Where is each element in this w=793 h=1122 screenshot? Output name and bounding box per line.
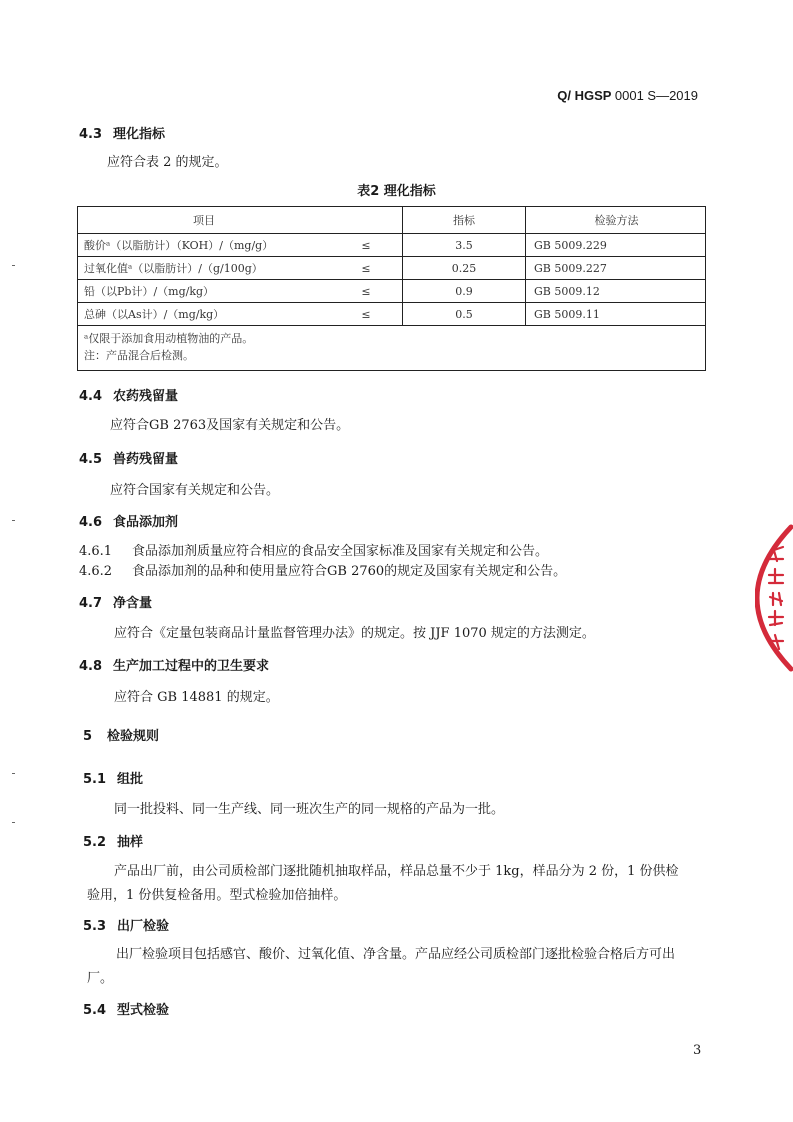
section-5-1-heading	[83, 768, 143, 787]
row-method: GB 5009.12	[526, 280, 706, 303]
physicochemical-table	[77, 206, 706, 371]
section-number: 4.3	[79, 127, 103, 142]
section-title: 农药残留量	[113, 389, 179, 404]
section-4-5-heading	[79, 448, 178, 467]
section-5-3-heading	[83, 915, 169, 934]
section-5-3-text-line2: 厂。	[87, 971, 114, 986]
doc-prefix: Q/ HGSP	[557, 88, 612, 103]
row-value: 3.5	[403, 234, 526, 257]
section-number: 5.2	[83, 835, 107, 850]
row-op: ≤	[330, 280, 403, 303]
section-title: 食品添加剂	[113, 515, 179, 530]
section-number: 5.3	[83, 919, 107, 934]
section-4-4-heading	[79, 385, 178, 404]
row-item: 酸价ᵃ（以脂肪计）（KOH）/（mg/g）	[78, 234, 331, 257]
red-seal-stamp	[755, 523, 793, 673]
section-5-2-text-line1: 产品出厂前，由公司质检部门逐批随机抽取样品，样品总量不少于 1kg，样品分为 2 份，1 份供检	[114, 864, 679, 879]
row-value: 0.25	[403, 257, 526, 280]
section-number: 5	[83, 729, 93, 744]
section-4-8-text: 应符合 GB 14881 的规定。	[114, 690, 279, 705]
note-b: 注：产品混合后检测。	[84, 349, 194, 362]
row-method: GB 5009.227	[526, 257, 706, 280]
section-5-2-heading	[83, 831, 143, 850]
section-title: 型式检验	[117, 1003, 170, 1018]
section-4-3-text: 应符合表 2 的规定。	[107, 155, 228, 170]
table-row	[78, 234, 706, 257]
clause-text: 食品添加剂质量应符合相应的食品安全国家标准及国家有关规定和公告。	[132, 544, 549, 559]
section-title: 生产加工过程中的卫生要求	[113, 659, 270, 674]
document-code	[557, 88, 698, 103]
section-4-6-heading	[79, 511, 178, 530]
row-method: GB 5009.11	[526, 303, 706, 326]
row-method: GB 5009.229	[526, 234, 706, 257]
section-number: 5.4	[83, 1003, 107, 1018]
section-number: 4.4	[79, 389, 103, 404]
section-number: 4.6	[79, 515, 103, 530]
header-limit: 指标	[403, 207, 526, 234]
row-value: 0.9	[403, 280, 526, 303]
margin-mark	[12, 520, 15, 521]
table-row	[78, 257, 706, 280]
row-op: ≤	[330, 257, 403, 280]
section-5-4-heading	[83, 999, 169, 1018]
margin-mark	[12, 773, 15, 774]
clause-number: 4.6.2	[79, 564, 113, 579]
row-value: 0.5	[403, 303, 526, 326]
section-title: 检验规则	[107, 729, 160, 744]
section-4-3-heading	[79, 123, 165, 142]
header-item: 项目	[78, 207, 331, 234]
clause-4-6-2	[79, 560, 566, 579]
doc-number: 0001 S—2019	[614, 88, 698, 103]
clause-4-6-1	[79, 540, 548, 559]
section-4-8-heading	[79, 655, 269, 674]
section-title: 净含量	[113, 596, 153, 611]
row-item: 过氧化值ᵃ（以脂肪计）/（g/100g）	[78, 257, 331, 280]
margin-mark	[12, 822, 15, 823]
section-4-4-text: 应符合GB 2763及国家有关规定和公告。	[110, 418, 350, 433]
row-op: ≤	[330, 303, 403, 326]
clause-number: 4.6.1	[79, 544, 113, 559]
section-4-7-heading	[79, 592, 152, 611]
header-method: 检验方法	[526, 207, 706, 234]
section-5-2-text-line2: 验用，1 份供复检备用。型式检验加倍抽样。	[87, 888, 347, 903]
margin-mark	[12, 265, 15, 266]
section-title: 兽药残留量	[113, 452, 179, 467]
section-4-5-text: 应符合国家有关规定和公告。	[110, 483, 280, 498]
section-number: 4.7	[79, 596, 103, 611]
section-5-3-text-line1: 出厂检验项目包括感官、酸价、过氧化值、净含量。产品应经公司质检部门逐批检验合格后方可出	[116, 947, 676, 962]
section-title: 组批	[117, 772, 144, 787]
row-item: 铅（以Pb计）/（mg/kg）	[78, 280, 331, 303]
table-note-row	[78, 326, 706, 371]
clause-text: 食品添加剂的品种和使用量应符合GB 2760的规定及国家有关规定和公告。	[132, 564, 567, 579]
note-a: ᵃ仅限于添加食用动植物油的产品。	[84, 332, 254, 345]
row-item: 总砷（以As计）/（mg/kg）	[78, 303, 331, 326]
section-title: 理化指标	[113, 127, 166, 142]
page-number: 3	[693, 1043, 702, 1058]
row-op: ≤	[330, 234, 403, 257]
table-header-row	[78, 207, 706, 234]
section-title: 出厂检验	[117, 919, 170, 934]
table-title: 表2 理化指标	[357, 184, 436, 199]
section-4-7-text: 应符合《定量包装商品计量监督管理办法》的规定。按 JJF 1070 规定的方法测定。	[114, 626, 595, 641]
table-notes	[78, 326, 706, 371]
section-5-heading	[83, 725, 159, 744]
section-5-1-text: 同一批投料、同一生产线、同一班次生产的同一规格的产品为一批。	[114, 802, 505, 817]
section-number: 4.5	[79, 452, 103, 467]
table-row	[78, 280, 706, 303]
header-op-spacer	[330, 207, 403, 234]
section-number: 5.1	[83, 772, 107, 787]
section-title: 抽样	[117, 835, 144, 850]
section-number: 4.8	[79, 659, 103, 674]
table-row	[78, 303, 706, 326]
